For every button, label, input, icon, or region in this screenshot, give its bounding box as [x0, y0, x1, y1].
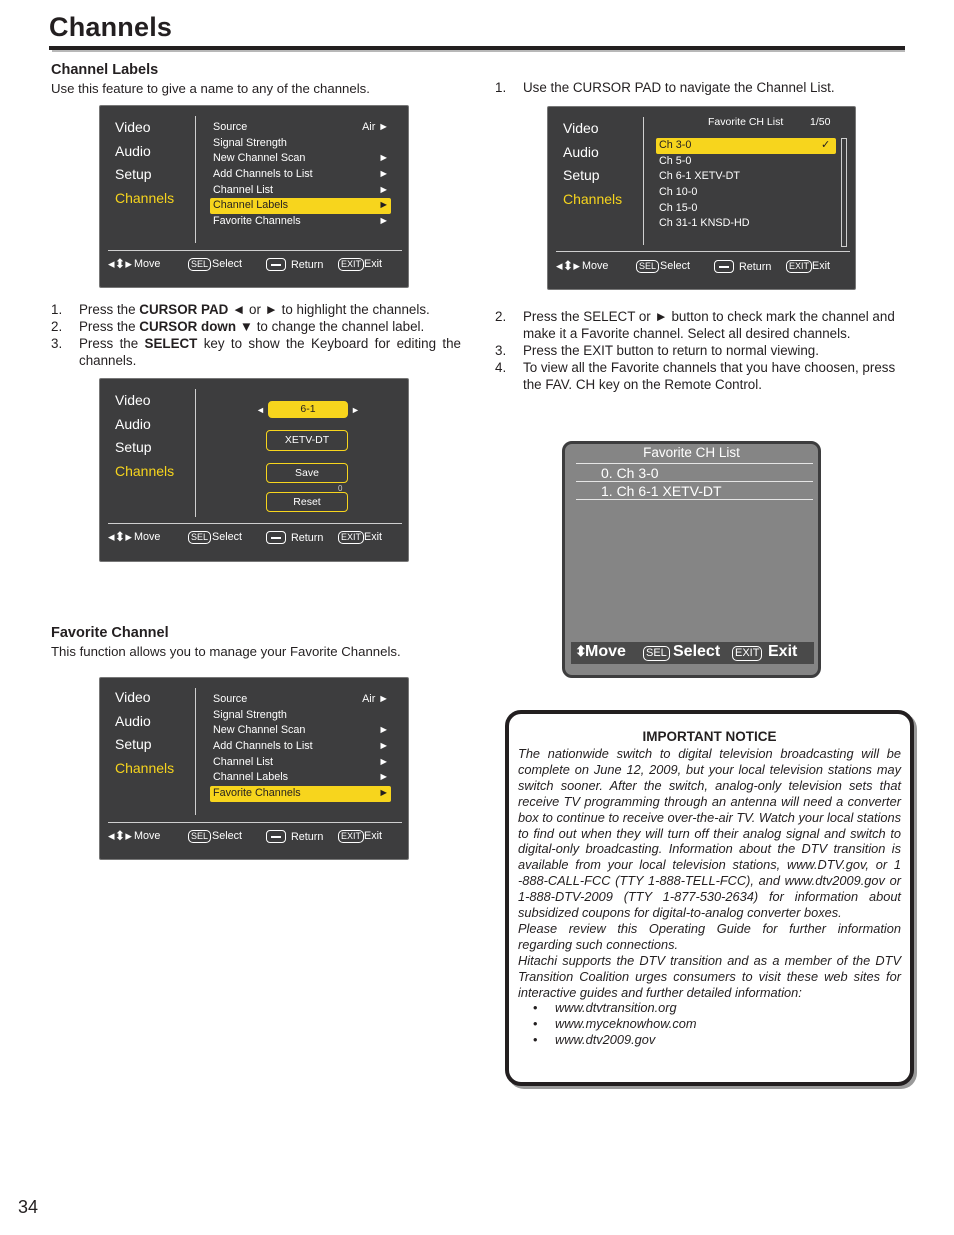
return-key-icon [266, 258, 286, 271]
item-label: Signal Strength [213, 136, 287, 149]
fav-list-count: 1/50 [810, 116, 831, 128]
footer-exit: Exit [364, 258, 382, 270]
item-label: Source [213, 121, 248, 133]
move-arrows-icon: ◂⬍▸ [108, 828, 132, 843]
step-text: Use the CURSOR PAD to navigate the Channel List. [523, 80, 835, 95]
tv-left-menu [115, 686, 174, 780]
fav-channel-item[interactable] [656, 201, 836, 217]
channel-labels-steps [51, 301, 461, 369]
tv-left-menu [563, 117, 622, 211]
step [51, 335, 461, 369]
step-text: ◄ or ► to highlight the channels. [228, 302, 430, 317]
menu-audio[interactable]: Audio [115, 142, 151, 159]
tv-footer [108, 258, 398, 276]
item-label: Channel List [213, 755, 274, 768]
item-value: ► [378, 740, 389, 753]
step-key: SELECT [144, 336, 198, 351]
exit-key-icon: EXIT [338, 531, 364, 544]
tv-footer [108, 531, 398, 549]
divider [108, 250, 402, 251]
sel-key-icon: SEL [188, 258, 211, 271]
fav-channel-items [656, 138, 836, 232]
menu-audio[interactable]: Audio [563, 143, 599, 160]
exit-key-icon: EXIT [732, 646, 762, 661]
notice-paragraph: The nationwide switch to digital television broadcasting will be complete on June 12, 2009, but your local television stations may switch sooner. After the switch, analog-only television sets that receive TV programming through an antenna will need a converter box to continue to receive over-the-air TV. Watch your local stations to find out when they will turn off their analog signal and switch to digital-only broadcasting. Information about the DTV transition is available from your local television stations, www.DTV.gov, or 1 -888-CALL-FCC (TTY 1-888-TELL-FCC), and www.dtv2009.gov or 1-888-DTV-2009 (TTY 1-877-530-2634) for information about subsidized coupons for digital-to-analog converter boxes. [518, 746, 901, 921]
tv-footer [108, 830, 398, 848]
footer-exit: Exit [364, 531, 382, 543]
step-text: To view all the Favorite channels that you have choosen, press the FAV. CH key on the Remote Control. [523, 360, 896, 392]
favorite-channel-heading: Favorite Channel [51, 625, 169, 641]
overlay-title: Favorite CH List [643, 445, 740, 460]
item-channel-list[interactable] [210, 183, 391, 199]
channel-items [210, 120, 391, 230]
notice-link[interactable]: • www.dtv2009.gov [533, 1032, 697, 1048]
menu-setup[interactable]: Setup [115, 166, 152, 182]
return-key-icon [266, 531, 286, 544]
step-number: 1. [495, 80, 507, 95]
item-label: Signal Strength [213, 708, 287, 721]
return-key-icon [714, 260, 734, 273]
item-source[interactable] [210, 120, 391, 136]
menu-setup[interactable]: Setup [563, 167, 600, 183]
sel-key-icon: SEL [188, 531, 211, 544]
item-channel-labels[interactable] [210, 770, 391, 786]
menu-channels[interactable]: Channels [115, 462, 175, 479]
step [495, 308, 907, 342]
footer-move: Move [134, 531, 161, 543]
notice-links [533, 1000, 697, 1048]
item-label: Channel Labels [213, 199, 289, 212]
step-text: key to show the Keyboard for editing the channels. [79, 336, 461, 368]
step [495, 359, 907, 393]
channel-label: Ch 31-1 KNSD-HD [659, 217, 750, 230]
channel-number-field[interactable]: 6-1 [268, 401, 348, 418]
item-value: ► [378, 215, 389, 228]
footer-move: Move [134, 830, 161, 842]
fav-channel-item[interactable] [656, 169, 836, 185]
channel-label: Ch 5-0 [659, 154, 692, 167]
footer-select: Select [660, 260, 691, 272]
exit-key-icon: EXIT [338, 830, 364, 843]
item-label: New Channel Scan [213, 152, 306, 165]
up-down-icon: ⬍ [575, 643, 587, 659]
favorite-steps-top [495, 79, 907, 96]
overlay-exit: Exit [768, 643, 798, 660]
step [495, 79, 907, 96]
save-button[interactable]: Save [266, 463, 348, 483]
left-arrow-icon[interactable]: ◄ [256, 405, 265, 415]
move-arrows-icon: ◂⬍▸ [108, 529, 132, 544]
notice-paragraph: Please review this Operating Guide for further information regarding such connections. [518, 920, 901, 952]
return-key-icon [266, 830, 286, 843]
item-value: ► [378, 152, 389, 165]
check-icon: ✓ [820, 139, 830, 151]
page-title: Channels [49, 12, 173, 42]
item-new-channel-scan[interactable] [210, 723, 391, 739]
overlay-row[interactable]: 1. Ch 6-1 XETV-DT [576, 482, 813, 500]
exit-key-icon: EXIT [338, 258, 364, 271]
move-arrows-icon: ◂⬍▸ [108, 256, 132, 271]
footer-exit: Exit [364, 830, 382, 842]
divider [108, 822, 402, 823]
item-value: ► [378, 787, 389, 800]
footer-select: Select [212, 258, 243, 270]
footer-select: Select [212, 830, 243, 842]
item-label: New Channel Scan [213, 724, 306, 737]
step-text: to change the channel label. [252, 319, 425, 334]
step-number: 4. [495, 360, 507, 375]
item-value: ► [378, 771, 389, 784]
notice-title: IMPORTANT NOTICE [642, 729, 777, 744]
item-value: ► [378, 724, 389, 737]
title-rule-shadow [52, 50, 905, 52]
sel-key-icon: SEL [636, 260, 659, 273]
menu-video[interactable]: Video [115, 689, 151, 705]
overlay-row[interactable]: 0. Ch 3-0 [576, 464, 813, 482]
step-number: 1. [51, 302, 63, 317]
menu-video[interactable]: Video [563, 120, 599, 136]
scrollbar[interactable] [841, 138, 847, 247]
footer-select: Select [212, 531, 243, 543]
step [51, 301, 461, 318]
right-arrow-icon[interactable]: ► [351, 405, 360, 415]
tv-favorite-ch-list [547, 106, 856, 290]
step-text: Press the EXIT button to return to normal viewing. [523, 343, 819, 358]
favorite-steps-bottom [495, 308, 907, 393]
overlay-select: Select [673, 643, 721, 660]
item-value: Air ► [362, 121, 389, 133]
item-add-channels[interactable] [210, 739, 391, 755]
channel-label: Ch 10-0 [659, 186, 698, 199]
item-value: ► [378, 755, 389, 768]
fav-channel-item[interactable] [656, 154, 836, 170]
divider [108, 523, 402, 524]
step-text: Press the [79, 302, 140, 317]
item-label: Source [213, 693, 248, 705]
item-label: Channel List [213, 183, 274, 196]
tv-menu-channel-labels [99, 105, 409, 288]
tv-footer [556, 260, 846, 278]
item-new-channel-scan[interactable] [210, 151, 391, 167]
divider [195, 116, 196, 243]
step-text: Press the [79, 319, 140, 334]
tv-left-menu [115, 116, 174, 210]
fav-list-title: Favorite CH List [708, 116, 784, 128]
item-favorite-channels[interactable] [210, 786, 391, 802]
sel-key-icon: SEL [188, 830, 211, 843]
footer-return: Return [291, 831, 324, 843]
stray-char: 0 [338, 484, 343, 493]
move-arrows-icon: ◂⬍▸ [556, 258, 580, 273]
step-key: CURSOR down ▼ [139, 319, 253, 334]
item-label: Add Channels to List [213, 740, 313, 753]
step [495, 342, 907, 359]
fav-channel-item[interactable] [656, 138, 836, 154]
channel-items [210, 692, 391, 802]
step-text: Press the [79, 336, 145, 351]
channel-labels-intro: Use this feature to give a name to any of the channels. [51, 81, 370, 96]
page-number: 34 [18, 1197, 39, 1217]
exit-key-icon: EXIT [786, 260, 812, 273]
notice-paragraph: Hitachi supports the DTV transition and as a member of the DTV Transition Coalition urges consumers to visit these web sites for interactive guides and further detailed information: [518, 952, 901, 1000]
item-channel-labels[interactable] [210, 198, 391, 214]
item-label: Favorite Channels [213, 215, 301, 228]
item-value: ► [378, 183, 389, 196]
tv-left-menu [115, 389, 174, 483]
menu-channels[interactable]: Channels [115, 189, 175, 206]
footer-return: Return [739, 261, 772, 273]
favorite-channel-intro: This function allows you to manage your Favorite Channels. [51, 644, 401, 659]
footer-move: Move [134, 258, 161, 270]
notice-body [518, 746, 901, 1001]
item-label: Add Channels to List [213, 168, 313, 181]
sel-key-icon: SEL [643, 646, 670, 661]
item-signal-strength[interactable] [210, 136, 391, 152]
item-favorite-channels[interactable] [210, 214, 391, 230]
menu-audio[interactable]: Audio [115, 712, 151, 729]
step-number: 2. [51, 319, 63, 334]
tv-menu-favorite-channels [99, 677, 409, 860]
step-number: 3. [495, 343, 507, 358]
item-value: ► [378, 199, 389, 212]
fav-channel-item[interactable] [656, 216, 836, 232]
channel-labels-heading: Channel Labels [51, 62, 159, 78]
overlay-footer [571, 642, 814, 664]
important-notice [505, 710, 914, 1086]
item-label: Favorite Channels [213, 787, 301, 800]
step-number: 2. [495, 309, 507, 324]
favorite-overlay [562, 441, 821, 678]
item-source[interactable] [210, 692, 391, 708]
item-value: ► [378, 168, 389, 181]
menu-setup[interactable]: Setup [115, 439, 152, 455]
channel-label: Ch 6-1 XETV-DT [659, 170, 740, 183]
step [51, 318, 461, 335]
footer-return: Return [291, 532, 324, 544]
divider [195, 389, 196, 517]
menu-setup[interactable]: Setup [115, 736, 152, 752]
divider [643, 117, 644, 245]
notice-link[interactable]: • www.dtvtransition.org [533, 1000, 697, 1016]
menu-audio[interactable]: Audio [115, 415, 151, 432]
item-value: Air ► [362, 693, 389, 705]
channel-label: Ch 15-0 [659, 201, 698, 214]
menu-video[interactable]: Video [115, 119, 151, 135]
overlay-move: Move [585, 643, 626, 660]
fav-channel-item[interactable] [656, 185, 836, 201]
footer-move: Move [582, 260, 609, 272]
menu-channels[interactable]: Channels [563, 190, 623, 207]
menu-video[interactable]: Video [115, 392, 151, 408]
item-add-channels[interactable] [210, 167, 391, 183]
divider [195, 688, 196, 815]
step-key: CURSOR PAD [139, 302, 229, 317]
menu-channels[interactable]: Channels [115, 759, 175, 776]
step-text: Press the SELECT or ► button to check mark the channel and make it a Favorite channel. Select all desired channels. [523, 309, 895, 341]
divider [556, 251, 850, 252]
reset-button[interactable]: Reset [266, 492, 348, 512]
notice-link[interactable]: • www.myceknowhow.com [533, 1016, 697, 1032]
item-channel-list[interactable] [210, 755, 391, 771]
channel-label: Ch 3-0 [659, 139, 692, 151]
footer-exit: Exit [812, 260, 830, 272]
footer-return: Return [291, 259, 324, 271]
item-signal-strength[interactable] [210, 708, 391, 724]
item-label: Channel Labels [213, 771, 289, 784]
label-name-field[interactable]: XETV-DT [266, 430, 348, 451]
step-number: 3. [51, 336, 63, 351]
tv-label-editor [99, 378, 409, 562]
